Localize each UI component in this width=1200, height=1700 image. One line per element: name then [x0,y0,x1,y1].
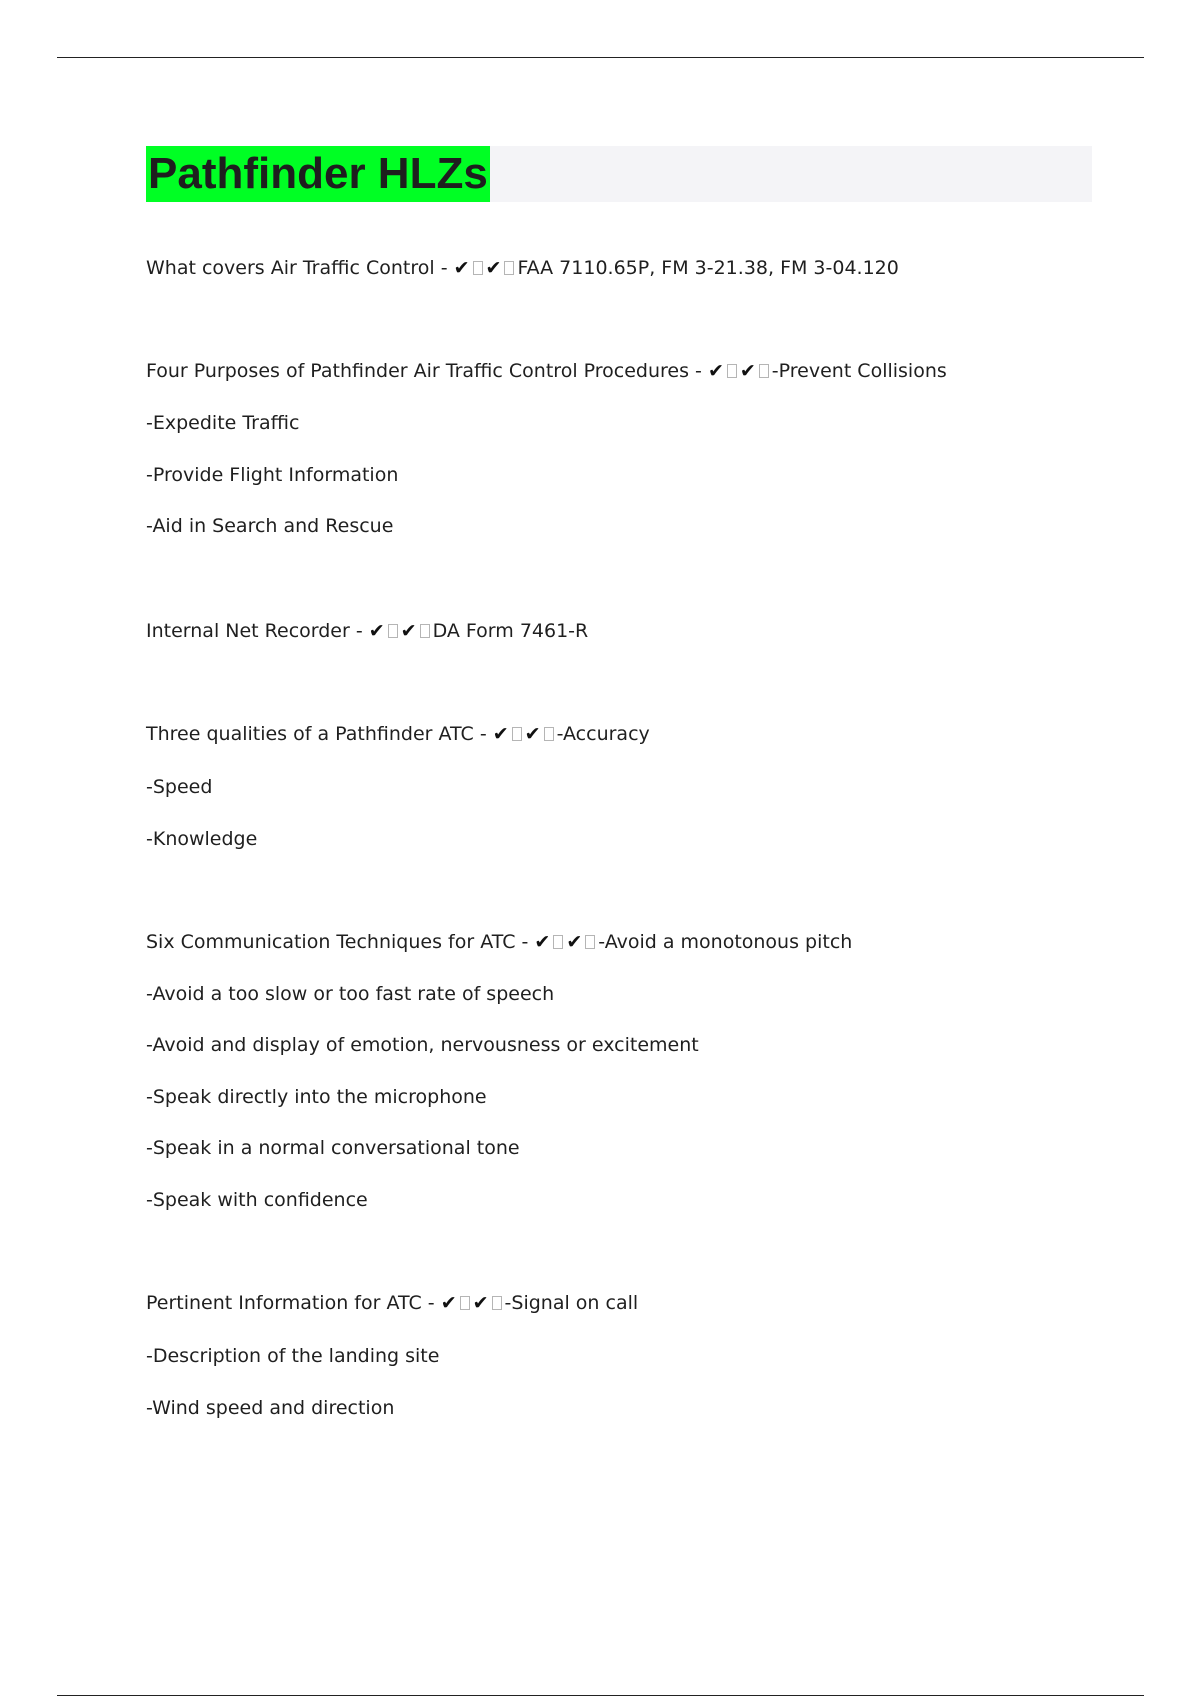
check-icon: ✔ [472,1292,489,1314]
check-icon: ✔ [534,931,551,953]
check-icon: ✔ [400,620,417,642]
box-icon [460,1296,470,1310]
check-icon: ✔ [707,360,724,382]
card-answer: FAA 7110.65P, FM 3-21.38, FM 3-04.120 [517,257,899,279]
box-icon [512,727,522,741]
card-term: Internal Net Recorder [146,620,350,642]
answer-line: -Knowledge [146,828,258,850]
separator: - [421,1292,441,1314]
box-icon [504,261,514,275]
separator: - [434,257,454,279]
card-answer: -Avoid a monotonous pitch [598,931,853,953]
card-question-line [146,929,852,955]
card-question-line [146,358,947,384]
answer-line: -Description of the landing site [146,1345,440,1367]
card-question-line [146,618,588,644]
card-question-line [146,1290,638,1316]
box-icon [388,624,398,638]
card-term: Pertinent Information for ATC [146,1292,422,1314]
box-icon [473,261,483,275]
check-icon: ✔ [739,360,756,382]
answer-line: -Speak with confidence [146,1189,368,1211]
card-term: Three qualities of a Pathfinder ATC [146,723,474,745]
box-icon [585,935,595,949]
answer-line: -Expedite Traffic [146,412,300,434]
card-question-line [146,255,899,281]
check-icon: ✔ [453,257,470,279]
box-icon [492,1296,502,1310]
check-icon: ✔ [368,620,385,642]
answer-line: -Wind speed and direction [146,1397,395,1419]
answer-line: -Speed [146,776,213,798]
answer-line: -Speak in a normal conversational tone [146,1137,520,1159]
top-rule [57,57,1144,58]
card-answer: -Accuracy [556,723,650,745]
card-answer: DA Form 7461-R [432,620,589,642]
separator: - [515,931,535,953]
box-icon [420,624,430,638]
bottom-rule [57,1695,1144,1696]
check-icon: ✔ [485,257,502,279]
check-icon: ✔ [566,931,583,953]
box-icon [544,727,554,741]
answer-line: -Provide Flight Information [146,464,399,486]
card-question-line [146,721,650,747]
card-term: What covers Air Traffic Control [146,257,435,279]
check-icon: ✔ [524,723,541,745]
separator: - [349,620,369,642]
page-title: Pathfinder HLZs [146,146,490,202]
card-term: Four Purposes of Pathfinder Air Traffic Control Procedures [146,360,689,382]
separator: - [689,360,708,382]
card-term: Six Communication Techniques for ATC [146,931,516,953]
box-icon [553,935,563,949]
answer-line: -Speak directly into the microphone [146,1086,487,1108]
answer-line: -Avoid a too slow or too fast rate of speech [146,983,555,1005]
answer-line: -Aid in Search and Rescue [146,515,394,537]
card-answer: -Prevent Collisions [771,360,947,382]
box-icon [759,364,769,378]
separator: - [473,723,493,745]
check-icon: ✔ [440,1292,457,1314]
check-icon: ✔ [492,723,509,745]
box-icon [727,364,737,378]
answer-line: -Avoid and display of emotion, nervousness or excitement [146,1034,699,1056]
card-answer: -Signal on call [504,1292,639,1314]
